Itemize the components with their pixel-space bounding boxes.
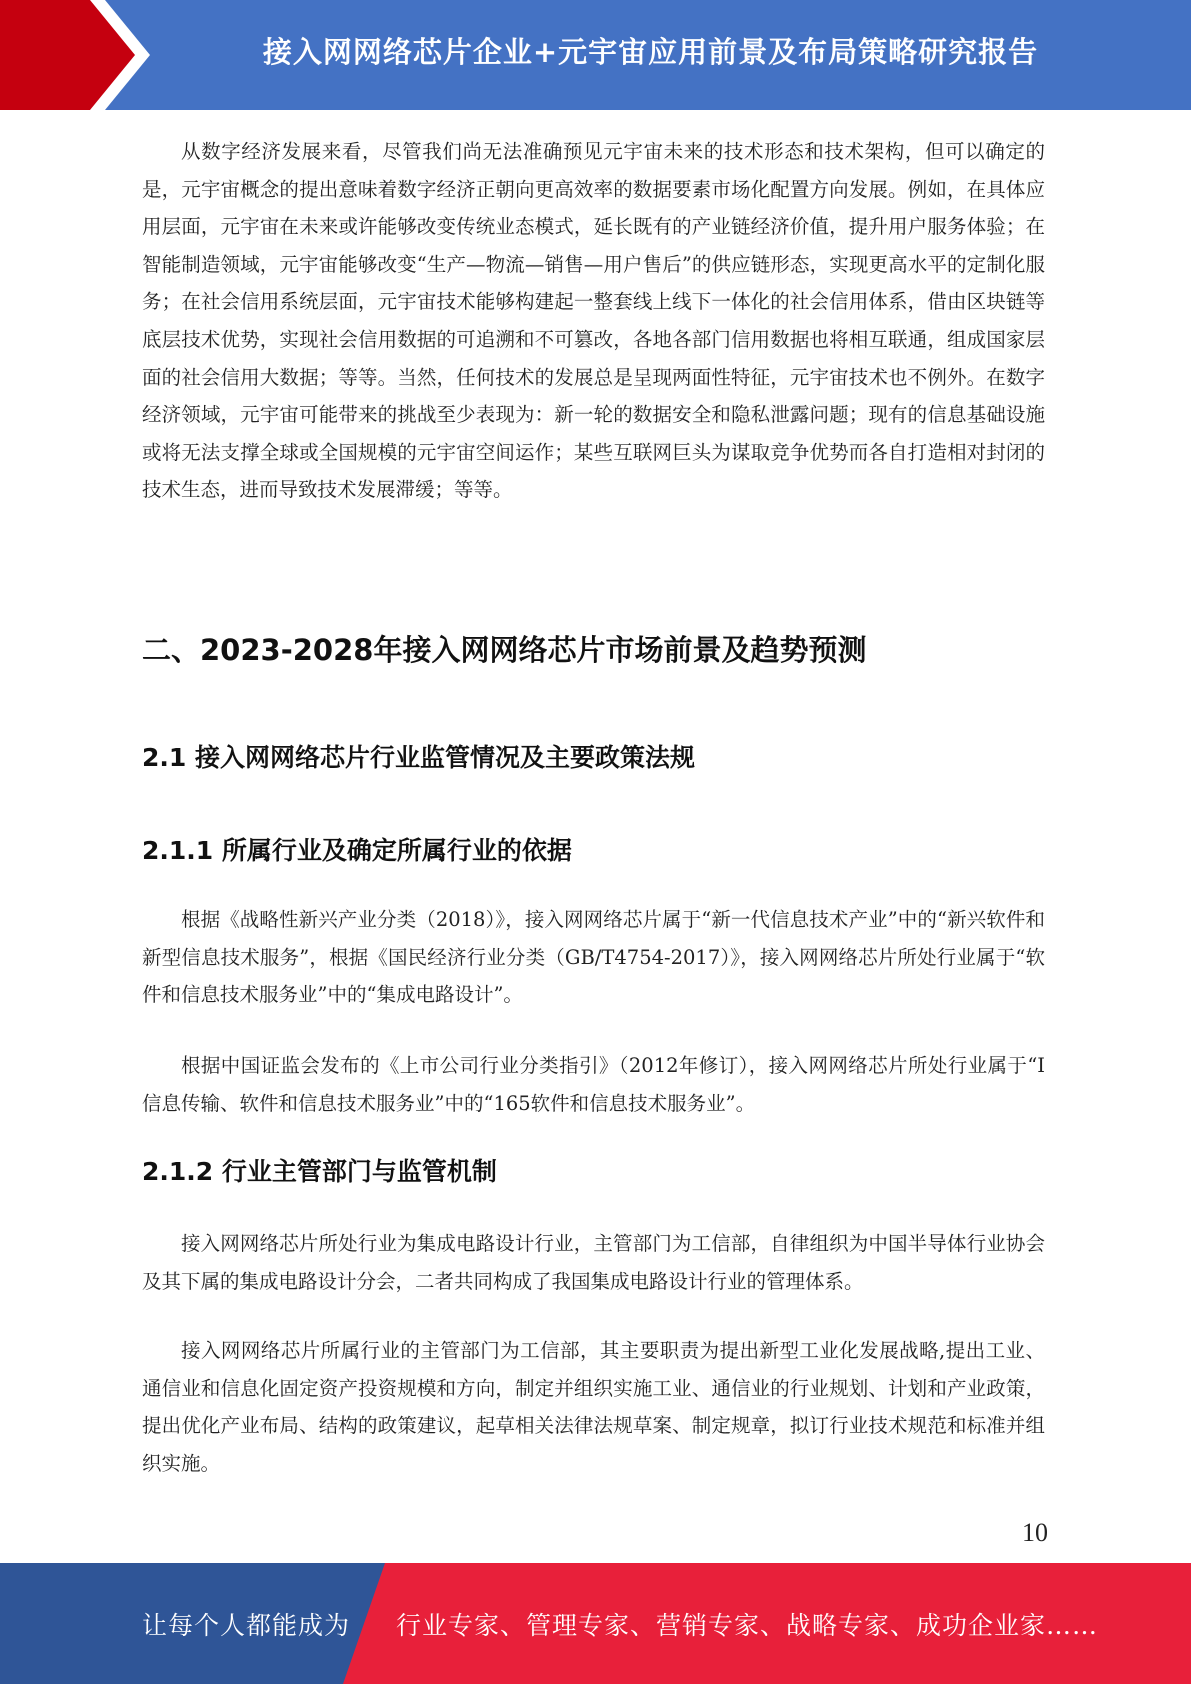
footer-slogan-left: 让每个人都能成为 [142, 1610, 351, 1640]
section-2-1-1-body [142, 901, 1045, 1014]
section-2-1-2-body [142, 1225, 1045, 1300]
intro-section [142, 133, 1045, 509]
page-number: 10 [1022, 1518, 1048, 1547]
footer-slogan-right: 行业专家、管理专家、营销专家、战略专家、成功企业家…… [396, 1610, 1099, 1640]
section-2-1-2-heading: 2.1.2 行业主管部门与监管机制 [142, 1157, 497, 1186]
intro-paragraph: 从数字经济发展来看，尽管我们尚无法准确预见元宇宙未来的技术形态和技术架构，但可以确定的是，元宇宙概念的提出意味着数字经济正朝向更高效率的数据要素市场化配置方向发展。例如，在具体应用层面，元宇宙在未来或许能够改变传统业态模式，延长既有的产业链经济价值，提升用户服务体验；在智能制造领域，元宇宙能够改变“生产—物流—销售—用户售后”的供应链形态，实现更高水平的定制化服务；在社会信用系统层面，元宇宙技术能够构建起一整套线上线下一体化的社会信用体系，借由区块链等底层技术优势，实现社会信用数据的可追溯和不可篡改，各地各部门信用数据也将相互联通，组成国家层面的社会信用大数据；等等。当然，任何技术的发展总是呈现两面性特征，元宇宙技术也不例外。在数字经济领域，元宇宙可能带来的挑战至少表现为：新一轮的数据安全和隐私泄露问题；现有的信息基础设施或将无法支撑全球或全国规模的元宇宙空间运作；某些互联网巨头为谋取竞争优势而各自打造相对封闭的技术生态，进而导致技术发展滞缓；等等。 [142, 140, 1045, 502]
section-2-1-1-paragraph-1: 根据《战略性新兴产业分类（2018）》，接入网网络芯片属于“新一代信息技术产业”中的“新兴软件和新型信息技术服务”，根据《国民经济行业分类（GB/T4754-2017）》，接入网网络芯片所处行业属于“软件和信息技术服务业”中的“集成电路设计”。 [142, 908, 1045, 1007]
report-header-banner [0, 0, 1191, 110]
section-2-1-2-paragraph-1: 接入网网络芯片所处行业为集成电路设计行业，主管部门为工信部，自律组织为中国半导体行业协会及其下属的集成电路设计分会，二者共同构成了我国集成电路设计行业的管理体系。 [142, 1232, 1045, 1293]
section-2-1-2-body-2 [142, 1332, 1045, 1482]
section-2-1-1-paragraph-2: 根据中国证监会发布的《上市公司行业分类指引》（2012年修订），接入网网络芯片所处行业属于“I信息传输、软件和信息技术服务业”中的“165软件和信息技术服务业”。 [142, 1054, 1045, 1115]
section-2-heading: 二、2023-2028年接入网网络芯片市场前景及趋势预测 [142, 633, 867, 667]
header-red-chevron [0, 0, 150, 110]
section-2-1-heading: 2.1 接入网网络芯片行业监管情况及主要政策法规 [142, 743, 695, 772]
footer-banner [0, 1563, 1191, 1684]
section-2-1-1-heading: 2.1.1 所属行业及确定所属行业的依据 [142, 836, 572, 865]
section-2-1-2-paragraph-2: 接入网网络芯片所属行业的主管部门为工信部，其主要职责为提出新型工业化发展战略,提出工业、通信业和信息化固定资产投资规模和方向，制定并组织实施工业、通信业的行业规划、计划和产业政策，提出优化产业布局、结构的政策建议，起草相关法律法规草案、制定规章，拟订行业技术规范和标准并组织实施。 [142, 1339, 1045, 1475]
report-title: 接入网网络芯片企业+元宇宙应用前景及布局策略研究报告 [262, 34, 1039, 69]
section-2-1-1-body-2 [142, 1047, 1045, 1122]
